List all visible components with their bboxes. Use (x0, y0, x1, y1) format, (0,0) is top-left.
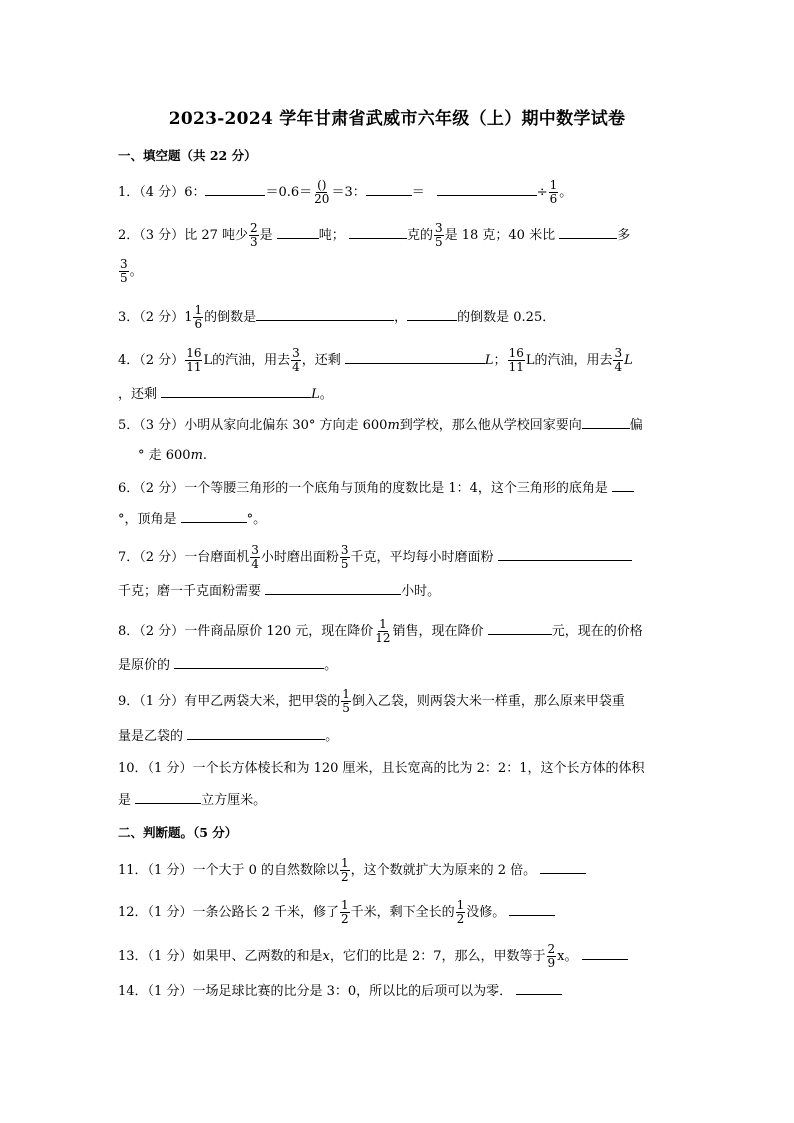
q11-fraction (340, 857, 350, 884)
q8-blank-1[interactable] (488, 620, 552, 635)
q2-text-d: 克的 (406, 228, 433, 243)
question-9 (118, 688, 678, 715)
q2-text-e: 是 18 克；40 米比 (444, 228, 556, 243)
q1-text-d: ＝ (411, 185, 425, 200)
q4-unit-2: L (624, 353, 633, 368)
q9-score: （1 分） (139, 694, 185, 709)
q11-number: 11． (118, 863, 148, 878)
q9-blank-1[interactable] (187, 725, 325, 740)
q4-fraction-4 (613, 347, 623, 374)
q4-text-i: 。 (319, 387, 333, 402)
q11-text-a: 一个大于 0 的自然数除以 (192, 863, 339, 878)
q5-text-a: 小明从家向北偏东 30° 方向走 600 (184, 418, 388, 433)
q4-text-g: ，还剩 (118, 387, 158, 402)
q4-text-b: ，还剩 (301, 353, 341, 368)
q5-text-c: 偏 (629, 418, 643, 433)
q2-fraction-2-den: 5 (434, 235, 443, 249)
q3-score: （2 分） (139, 310, 185, 325)
q11-answer-blank[interactable] (540, 859, 586, 874)
q7-fraction-1 (250, 544, 260, 571)
question-11 (118, 857, 678, 884)
q9-fraction (341, 688, 351, 715)
q7-blank-1[interactable] (498, 546, 632, 561)
question-10-cont (118, 789, 678, 811)
q11-fraction-num: 1 (341, 856, 349, 870)
q4-fraction-3-num: 16 (508, 346, 524, 360)
q5-score: （3 分） (139, 418, 185, 433)
q10-text-c: 立方厘米。 (201, 793, 267, 808)
q6-text-c: °。 (246, 512, 267, 527)
q5-text-d: ° 走 600 (138, 448, 191, 463)
q13-text-c: x。 (557, 949, 578, 964)
question-5-cont (118, 446, 678, 466)
q3-fraction-den: 6 (194, 317, 203, 331)
q12-fraction-1-num: 1 (341, 898, 349, 912)
question-7 (118, 544, 678, 571)
q3-blank-1[interactable] (256, 306, 394, 321)
q5-number: 5． (118, 418, 140, 433)
q1-text-c: ＝3： (331, 185, 366, 200)
q7-number: 7． (118, 550, 140, 565)
q14-number: 14． (118, 984, 148, 999)
q4-text-a: L的汽油，用去 (203, 353, 291, 368)
question-7-cont (118, 580, 678, 602)
q1-fraction (313, 179, 330, 206)
q5-unit-2: m (190, 448, 203, 463)
q4-fraction-4-num: 3 (614, 346, 623, 360)
question-14 (118, 980, 678, 1002)
q11-score: （1 分） (147, 863, 193, 878)
q9-fraction-num: 1 (342, 687, 350, 701)
q9-text-d: 。 (325, 729, 339, 744)
question-4 (118, 347, 678, 374)
q1-fraction-2-num: 1 (549, 178, 558, 192)
q12-fraction-1-den: 2 (341, 912, 349, 926)
q4-text-d: ； (493, 353, 507, 368)
question-2-cont (118, 258, 678, 285)
q13-number: 13． (118, 949, 148, 964)
question-9-cont (118, 725, 678, 747)
q11-text-b: ，这个数就扩大为原来的 2 倍。 (350, 863, 537, 878)
q2-score: （3 分） (139, 228, 185, 243)
q3-number: 3． (118, 310, 140, 325)
q8-fraction-den: 12 (375, 631, 391, 645)
q4-fraction-1-num: 16 (186, 346, 202, 360)
q9-number: 9． (118, 694, 140, 709)
q6-blank-2[interactable] (181, 508, 247, 523)
q14-answer-blank[interactable] (516, 980, 562, 995)
q8-text-d: 是原价的 (118, 658, 171, 673)
q1-text-b: ＝0.6＝ (265, 185, 313, 200)
q14-text-a: 一场足球比赛的比分是 3：0，所以比的后项可以为零． (192, 984, 513, 999)
q6-text-a: 一个等腰三角形的一个底角与顶角的度数比是 1：4，这个三角形的底角是 (184, 481, 608, 496)
q9-text-c: 量是乙袋的 (118, 729, 184, 744)
q7-text-a: 一台磨面机 (184, 550, 250, 565)
question-3 (118, 304, 678, 331)
q4-unit-3: L (311, 387, 320, 402)
q1-blank-3[interactable] (437, 181, 537, 196)
q2-blank-3[interactable] (559, 224, 617, 239)
q14-score: （1 分） (147, 984, 193, 999)
q7-text-c: 千克，平均每小时磨面粉 (350, 550, 494, 565)
q2-fraction-3-den: 5 (120, 271, 128, 285)
q13-fraction-num: 2 (547, 942, 556, 956)
q12-fraction-2-num: 1 (456, 898, 465, 912)
q1-end: 。 (559, 185, 573, 200)
q4-fraction-2 (291, 347, 301, 374)
q4-fraction-2-den: 4 (292, 360, 300, 374)
q4-fraction-3 (508, 347, 525, 374)
question-4-cont (118, 383, 678, 405)
q2-text-b: 是 (259, 228, 273, 243)
q9-text-b: 倒入乙袋，则两袋大米一样重，那么原来甲袋重 (351, 694, 625, 709)
q13-score: （1 分） (147, 949, 193, 964)
q7-fraction-2 (340, 544, 350, 571)
q4-score: （2 分） (139, 353, 185, 368)
q8-text-a: 一件商品原价 120 元，现在降价 (184, 624, 374, 639)
q2-fraction-2-num: 3 (434, 221, 443, 235)
q3-fraction (193, 304, 203, 331)
q4-fraction-2-num: 3 (292, 346, 300, 360)
q7-blank-2[interactable] (265, 580, 401, 595)
q5-text-f: . (202, 448, 208, 463)
q6-text-b: °，顶角是 (118, 512, 177, 527)
question-1 (118, 179, 678, 206)
q7-fraction-1-den: 4 (251, 557, 259, 571)
q1-blank-2[interactable] (366, 181, 412, 196)
q12-fraction-2 (456, 899, 466, 926)
q7-text-e: 小时。 (401, 584, 441, 599)
q2-fraction-1-den: 3 (250, 235, 258, 249)
q7-text-b: 小时磨出面粉 (260, 550, 339, 565)
q12-text-c: 没修。 (466, 905, 506, 920)
q5-text-b: 到学校，那么他从学校回家要向 (399, 418, 582, 433)
q2-text-f: 多 (617, 228, 631, 243)
q3-mixed-whole: 1 (184, 309, 193, 325)
q2-fraction-1-num: 2 (250, 221, 258, 235)
q8-fraction (374, 618, 391, 645)
q8-blank-2[interactable] (174, 654, 324, 669)
q10-score: （1 分） (147, 761, 193, 776)
question-2 (118, 222, 678, 249)
q11-fraction-den: 2 (341, 870, 349, 884)
q7-score: （2 分） (139, 550, 185, 565)
q7-text-d: 千克；磨一千克面粉需要 (118, 584, 262, 599)
q2-text-g: 。 (129, 264, 143, 279)
question-8 (118, 618, 678, 645)
q12-score: （1 分） (147, 905, 193, 920)
q13-fraction-den: 9 (547, 956, 556, 970)
q3-text-b: ， (394, 310, 408, 325)
q1-blank-1[interactable] (205, 181, 265, 196)
q1-fraction-den: 20 (314, 192, 330, 206)
q8-text-b: 销售，现在降价 (392, 624, 484, 639)
question-8-cont (118, 654, 678, 676)
q2-text-a: 比 27 吨少 (184, 228, 248, 243)
q10-blank-1[interactable] (135, 789, 201, 804)
question-13 (118, 943, 678, 970)
q2-blank-2[interactable] (349, 224, 407, 239)
section-judgement: 二、判断题。（5 分） (118, 825, 238, 840)
q7-fraction-2-num: 3 (340, 543, 349, 557)
q2-fraction-3-num: 3 (120, 257, 128, 271)
q13-variable-x: x (322, 949, 330, 964)
exam-title: 2023-2024 学年甘肃省武威市六年级（上）期中数学试卷 (168, 109, 626, 129)
q12-number: 12． (118, 905, 148, 920)
q6-blank-1[interactable] (612, 477, 634, 492)
q9-fraction-den: 5 (342, 701, 350, 715)
question-6-cont (118, 508, 678, 530)
q3-blank-2[interactable] (407, 306, 457, 321)
q10-text-a: 一个长方体棱长和为 120 厘米，且长宽高的比为 2：2：1，这个长方体的体积 (192, 761, 645, 776)
q1-text-a: 6： (184, 185, 206, 200)
q1-score: （4 分） (139, 185, 185, 200)
q4-fraction-1 (185, 347, 202, 374)
q8-fraction-num: 1 (379, 617, 387, 631)
q4-blank-1[interactable] (345, 349, 485, 364)
q3-text-a: 的倒数是 (204, 310, 257, 325)
q6-score: （2 分） (139, 481, 185, 496)
q2-fraction-2 (434, 222, 444, 249)
q2-text-c: 吨； (318, 228, 345, 243)
q13-answer-blank[interactable] (582, 945, 628, 960)
q4-fraction-3-den: 11 (508, 360, 524, 374)
q8-score: （2 分） (139, 624, 185, 639)
q5-unit-1: m (387, 418, 400, 433)
q1-number: 1． (118, 185, 140, 200)
question-12 (118, 899, 678, 926)
q8-text-e: 。 (324, 658, 338, 673)
section-fill-in: 一、填空题（共 22 分） (118, 148, 257, 163)
q5-blank-1[interactable] (582, 414, 630, 429)
q4-blank-2[interactable] (161, 383, 311, 398)
q1-fraction-2-den: 6 (549, 192, 558, 206)
q13-text-a: 如果甲、乙两数的和是 (192, 949, 323, 964)
q12-text-b: 千米，剩下全长的 (350, 905, 455, 920)
q3-mixed-number (184, 304, 204, 331)
q4-fraction-1-den: 11 (186, 360, 202, 374)
q7-fraction-2-den: 5 (340, 557, 349, 571)
question-5 (118, 414, 678, 436)
q4-unit-1: L (484, 353, 494, 368)
q4-text-e: L的汽油，用去 (525, 353, 613, 368)
q1-fraction-2 (549, 179, 559, 206)
q2-fraction-1 (249, 222, 259, 249)
q10-number: 10． (118, 761, 148, 776)
q3-text-c: 的倒数是 0.25． (457, 310, 556, 325)
q1-fraction-num: () (317, 178, 327, 192)
q12-answer-blank[interactable] (509, 901, 555, 916)
q13-fraction (547, 943, 557, 970)
q10-text-b: 是 (118, 793, 132, 808)
q6-number: 6． (118, 481, 140, 496)
q3-fraction-num: 1 (194, 303, 203, 317)
q12-fraction-2-den: 2 (456, 912, 465, 926)
q13-text-b: ，它们的比是 2：7，那么，甲数等于 (329, 949, 546, 964)
question-10 (118, 759, 678, 779)
q2-number: 2． (118, 228, 140, 243)
q9-text-a: 有甲乙两袋大米，把甲袋的 (184, 694, 341, 709)
q2-blank-1[interactable] (277, 224, 319, 239)
question-6 (118, 477, 678, 499)
q7-fraction-1-num: 3 (251, 543, 259, 557)
q1-text-e: ÷ (536, 185, 548, 200)
q12-fraction-1 (340, 899, 350, 926)
q4-fraction-4-den: 4 (614, 360, 623, 374)
q4-number: 4． (118, 353, 140, 368)
q12-text-a: 一条公路长 2 千米，修了 (192, 905, 339, 920)
q2-fraction-3 (119, 258, 129, 285)
q8-number: 8． (118, 624, 140, 639)
q8-text-c: 元，现在的价格 (551, 624, 643, 639)
